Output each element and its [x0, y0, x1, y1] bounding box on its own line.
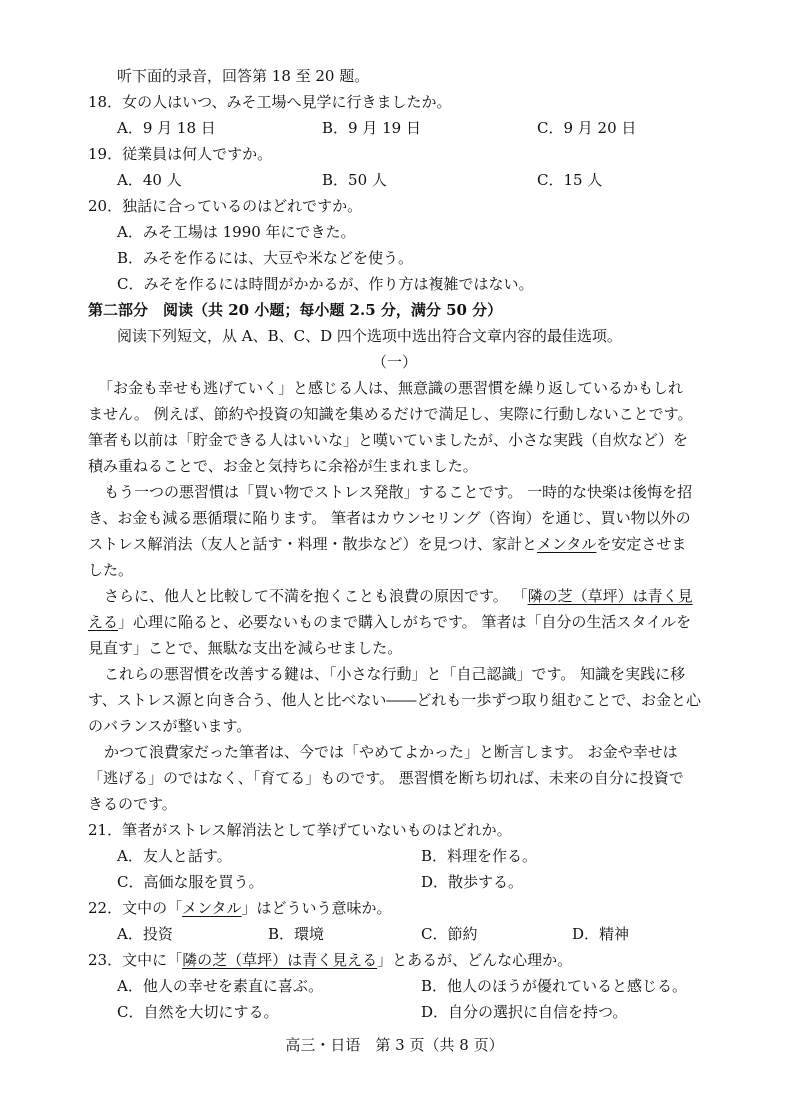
passage-line-4: 積み重ねることで、お金と気持ちに余裕が生まれました。: [88, 457, 478, 475]
option-22d: D．精神: [572, 925, 630, 943]
option-18a: A．9 月 18 日: [117, 119, 216, 137]
option-18b: B．9 月 19 日: [322, 119, 421, 137]
question-21: [88, 820, 512, 840]
part2-heading: 第二部分 阅读（共 20 小题；每小题 2.5 分，满分 50 分）: [88, 301, 503, 319]
question-23: 23．文中に「隣の芝（草坪）は青く見える」とあるが、どんな心理か。: [88, 951, 573, 969]
passage-line-6: き、お金も減る悪循環に陥ります。 筆者はカウンセリング（咨询）を通じ、買い物以外の: [88, 509, 691, 527]
question-text: 従業員は何人ですか。: [122, 145, 273, 163]
listening-instruction: 听下面的录音，回答第 18 至 20 题。: [117, 67, 370, 85]
underlined-idiom-part2: える: [88, 613, 119, 631]
section-number: （一）: [372, 353, 418, 371]
page-footer: 高三・日语 第 3 页（共 8 页）: [285, 1036, 504, 1054]
question-number: 18．: [88, 93, 123, 111]
underlined-idiom-part1: 隣の芝（草坪）は青く見: [527, 587, 693, 605]
passage-line-13: す、ストレス源と向き合う、他人と比べない――どれも一歩ずつ取り組むことで、お金と心: [88, 691, 702, 709]
question-number: 20．: [88, 197, 123, 215]
passage-line-8: した。: [88, 561, 134, 579]
question-text: 女の人はいつ、みそ工場へ見学に行きましたか。: [122, 93, 452, 111]
option-22c: C．節約: [421, 925, 478, 943]
part2-instruction: 阅读下列短文，从 A、B、C、D 四个选项中选出符合文章内容的最佳选项。: [117, 327, 622, 345]
passage-line-3: 筆者も以前は「貯金できる人はいいな」と嘆いていましたが、小さな実践（自炊など）を: [88, 431, 689, 449]
option-19c: C．15 人: [537, 171, 603, 189]
passage-line-17: きるのです。: [88, 795, 177, 813]
question-number: 23．: [88, 951, 123, 969]
question-22: 22．文中の「メンタル」はどういう意味か。: [88, 899, 392, 917]
option-20c: C．みそを作るには時間がかかるが、作り方は複雑ではない。: [117, 275, 534, 293]
question-18: [88, 92, 452, 112]
passage-line-5: もう一つの悪習慣は「買い物でストレス発散」することです。 一時的な快楽は後悔を招: [104, 483, 693, 501]
option-23d: D．自分の選択に自信を持つ。: [421, 1003, 628, 1021]
option-20a: A．みそ工場は 1990 年にできた。: [117, 223, 356, 241]
option-22a: A．投资: [117, 925, 173, 943]
passage-line-11: 見直す」ことで、無駄な支出を減らせました。: [88, 639, 403, 657]
option-21d: D．散歩する。: [421, 873, 524, 891]
question-text: 筆者がストレス解消法として挙げていないものはどれか。: [122, 821, 512, 839]
option-23a: A．他人の幸せを素直に喜ぶ。: [117, 977, 324, 995]
question-underlined-idiom: 隣の芝（草坪）は青く見える: [182, 951, 378, 969]
question-20: [88, 196, 362, 216]
question-number: 21．: [88, 821, 123, 839]
passage-line-15: かつて浪費家だった筆者は、今では「やめてよかった」と断言します。 お金や幸せは: [104, 743, 678, 761]
passage-line-9: さらに、他人と比較して不満を抱くことも浪費の原因です。 「隣の芝（草坪）は青く見: [104, 587, 693, 605]
option-21a: A．友人と話す。: [117, 847, 232, 865]
passage-line-14: のバランスが整います。: [88, 717, 252, 735]
option-19b: B．50 人: [322, 171, 387, 189]
option-23b: B．他人のほうが優れていると感じる。: [421, 977, 688, 995]
passage-line-10: える」心理に陥ると、必要ないものまで購入しがちです。 筆者は「自分の生活スタイルを: [88, 613, 692, 631]
question-number: 19．: [88, 145, 123, 163]
question-text: 独話に合っているのはどれですか。: [122, 197, 363, 215]
passage-line-2: ません。 例えば、節約や投資の知識を集めるだけで満足し、実際に行動しないことです。: [88, 405, 693, 423]
option-18c: C．9 月 20 日: [537, 119, 637, 137]
option-20b: B．みそを作るには、大豆や米などを使う。: [117, 249, 414, 267]
option-22b: B．環境: [268, 925, 325, 943]
question-underlined-term: メンタル: [182, 899, 242, 917]
underlined-mental: メンタル: [536, 535, 597, 553]
option-21b: B．料理を作る。: [421, 847, 538, 865]
passage-line-1: 「お金も幸せも逃げていく」と感じる人は、無意識の悪習慣を繰り返しているかもしれ: [98, 379, 684, 397]
question-19: [88, 144, 272, 164]
option-21c: C．高価な服を買う。: [117, 873, 264, 891]
passage-line-16: 「逃げる」のではなく、「育てる」ものです。 悪習慣を断ち切れば、未来の自分に投資で: [88, 769, 684, 787]
passage-line-7: ストレス解消法（友人と話す・料理・散歩など）を見つけ、家計とメンタルを安定させま: [88, 535, 687, 553]
option-23c: C．自然を大切にする。: [117, 1003, 279, 1021]
option-19a: A．40 人: [117, 171, 182, 189]
passage-line-12: これらの悪習慣を改善する鍵は、「小さな行動」と「自己認識」です。 知識を実践に移: [104, 665, 686, 683]
question-number: 22．: [88, 899, 123, 917]
